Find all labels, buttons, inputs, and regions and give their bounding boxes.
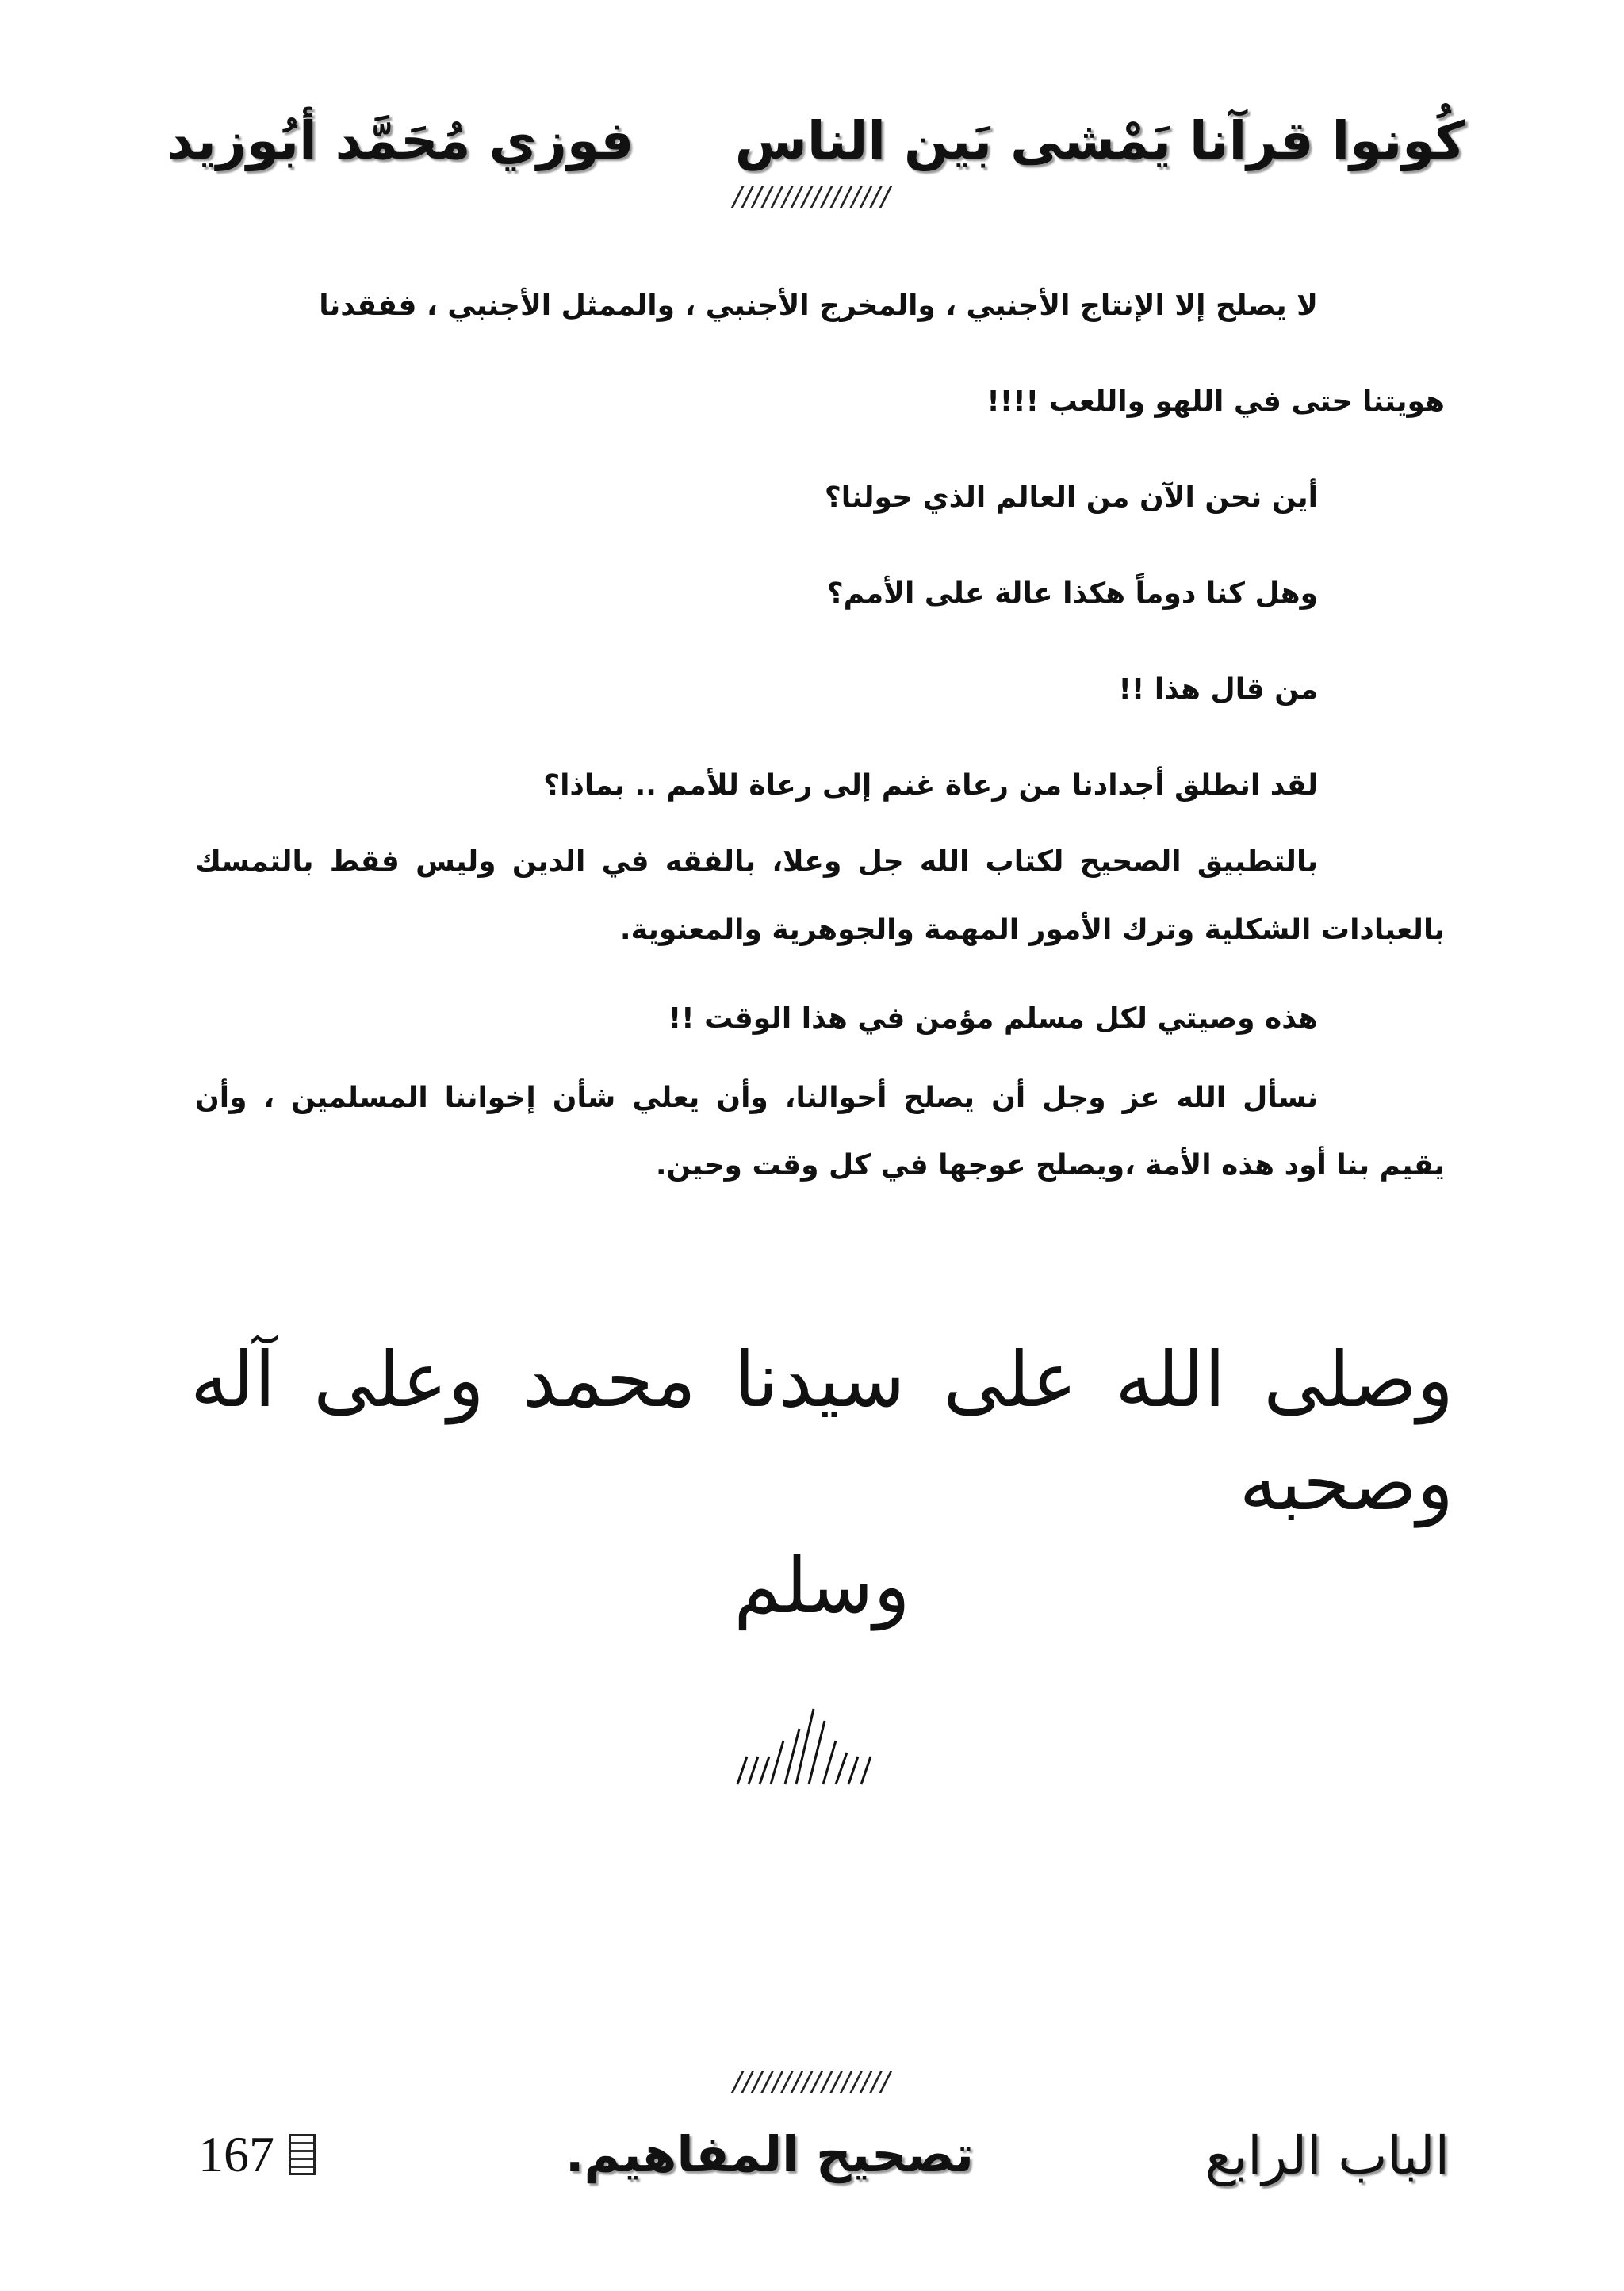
closing-line-2: وسلم — [733, 1542, 910, 1630]
page-number-block — [198, 2125, 316, 2184]
page-footer — [198, 2125, 1450, 2212]
page-number: 167 — [198, 2126, 274, 2182]
paragraph-4: من قال هذا !! — [1118, 673, 1318, 706]
footer-divider: //////////////// — [733, 2066, 891, 2098]
book-title: كُونوا قرآنا يَمْشى بَين الناس — [734, 109, 1465, 171]
paragraph-8-line-1: نسأل الله عز وجل أن يصلح أحوالنا، وأن يعلي شأن إخواننا المسلمين ، وأن — [195, 1082, 1318, 1114]
paragraph-8-line-2: يقيم بنا أود هذه الأمة ،ويصلح عوجها في كل وقت وحين. — [655, 1149, 1445, 1182]
paragraph-2: أين نحن الآن من العالم الذي حولنا؟ — [824, 481, 1318, 514]
author-name: فوزي مُحَمَّد أبُوزيد — [167, 109, 634, 171]
section-title: تصحيح المفاهيم. — [565, 2125, 974, 2183]
header-divider: //////////////// — [733, 181, 891, 213]
chapter-label: الباب الرابع — [1205, 2125, 1450, 2186]
closing-prayer — [190, 1328, 1454, 1638]
paragraph-6-line-2: بالعبادات الشكلية وترك الأمور المهمة والجوهرية والمعنوية. — [619, 914, 1445, 946]
book-page-icon — [289, 2134, 316, 2175]
paragraph-6-line-1: بالتطبيق الصحيح لكتاب الله جل وعلا، بالفقه في الدين وليس فقط بالتمسك — [195, 845, 1318, 878]
paragraph-3: وهل كنا دوماً هكذا عالة على الأمم؟ — [826, 577, 1318, 610]
page-header — [167, 97, 1465, 184]
body-text — [195, 258, 1445, 1201]
paragraph-1-line-2: هويتنا حتى في اللهو واللعب !!!! — [986, 385, 1445, 418]
paragraph-7: هذه وصيتي لكل مسلم مؤمن في هذا الوقت !! — [668, 1002, 1318, 1035]
paragraph-1-line-1: لا يصلح إلا الإنتاج الأجنبي ، والمخرج الأجنبي ، والممثل الأجنبي ، ففقدنا — [319, 289, 1318, 322]
section-end-ornament — [730, 1697, 904, 1800]
closing-line-1: وصلى الله على سيدنا محمد وعلى آله وصحبه — [190, 1335, 1454, 1527]
paragraph-5: لقد انطلق أجدادنا من رعاة غنم إلى رعاة للأمم .. بماذا؟ — [543, 769, 1318, 802]
